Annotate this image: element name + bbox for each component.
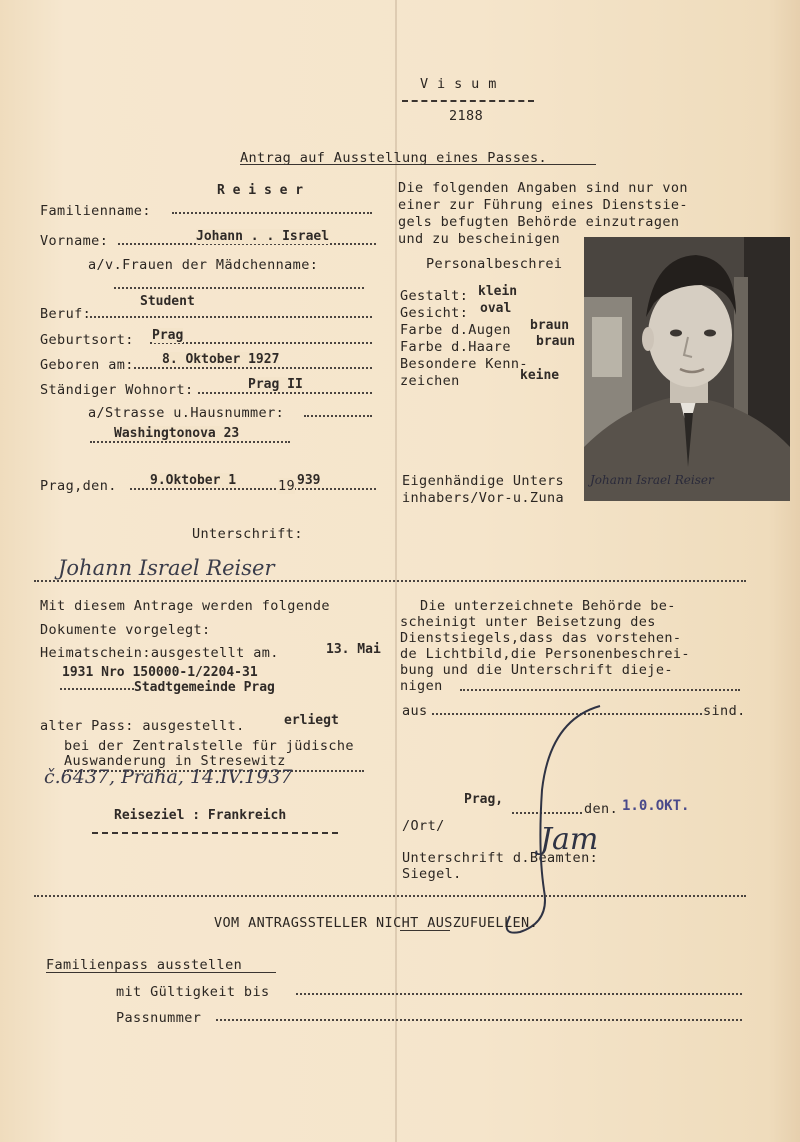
place-label: /Ort/ (402, 818, 445, 834)
birthdate-dots (134, 367, 372, 369)
build-label: Gestalt: (400, 288, 469, 304)
street-value: Washingtonova 23 (114, 426, 240, 441)
destination: Reiseziel : Frankreich (114, 808, 287, 823)
residence-value: Prag II (248, 377, 303, 392)
passport-number-dots (216, 1019, 742, 1021)
surname-label: Familienname: (40, 203, 151, 219)
marks-label-1: Besondere Kenn- (400, 356, 528, 372)
occupation-value: Student (140, 294, 195, 309)
place-date-dots (130, 488, 376, 490)
marks-value: keine (520, 368, 560, 383)
face-value: oval (480, 301, 512, 316)
official-signature: Jam (540, 822, 599, 857)
section-divider-dots (34, 895, 746, 897)
first-name-value: Johann . . Israel (196, 229, 330, 244)
issue-date-label: den. (584, 801, 619, 817)
passport-photo (584, 237, 790, 501)
validity-label: mit Gültigkeit bis (116, 984, 270, 1000)
place-date-value: 9.Oktober 1 (150, 473, 237, 488)
maiden-name-label: a/v.Frauen der Mädchenname: (88, 257, 319, 273)
issue-date-stamp: 1.0.OKT. (622, 798, 690, 814)
old-passport-label: alter Pass: ausgestellt. (40, 718, 245, 734)
old-passport-line-2: bei der Zentralstelle für jüdische (64, 738, 354, 754)
eye-color-label: Farbe d.Augen (400, 322, 511, 338)
note-line-2: einer zur Führung eines Dienstsie- (398, 197, 688, 213)
old-passport-value: erliegt (284, 713, 339, 728)
are-label: sind. (703, 703, 746, 719)
year-prefix: 19 (278, 478, 296, 494)
birthdate-label: Geboren am: (40, 357, 134, 373)
note-line-4: und zu bescheinigen (398, 231, 561, 247)
build-value: klein (478, 284, 518, 299)
authority-line-1: Die unterzeichnete Behörde be- (420, 598, 676, 614)
form-subtitle: Antrag auf Ausstellung eines Passes. (240, 150, 547, 166)
photo-signature: Johann Israel Reiser (590, 473, 714, 487)
family-passport-label: Familienpass ausstellen (46, 957, 243, 973)
documents-intro-2: Dokumente vorgelegt: (40, 622, 211, 638)
certificate-issuer: Stadtgemeinde Prag (134, 680, 275, 695)
surname-value: R e i s e r (217, 183, 304, 198)
validity-dots (296, 993, 742, 995)
certificate-date: 13. Mai (326, 642, 381, 657)
destination-rule (92, 832, 338, 834)
marks-label-2: zeichen (400, 373, 460, 389)
office-use-notice: VOM ANTRAGSSTELLER NICHT AUSZUFUELLEN. (214, 915, 539, 931)
form-title: V i s u m (420, 76, 497, 92)
holder-signature-label-1: Eigenhändige Unters (402, 473, 565, 489)
from-label: aus (402, 703, 428, 719)
title-rule (402, 100, 534, 102)
signature-label: Unterschrift: (192, 526, 303, 542)
birthplace-value: Prag (152, 328, 184, 343)
maiden-name-dots (114, 287, 364, 289)
occupation-dots (90, 316, 372, 318)
street-dots (304, 415, 372, 417)
authority-line-6: nigen (400, 678, 443, 694)
old-passport-line-3: Auswanderung in Stresewitz (64, 753, 286, 769)
authority-line-4: de Lichtbild,die Personenbeschrei- (400, 646, 690, 662)
holder-signature-label-2: inhabers/Vor-u.Zuna (402, 490, 565, 506)
authority-dots-1 (460, 689, 740, 691)
residence-label: Ständiger Wohnort: (40, 382, 194, 398)
certificate-label: Heimatschein:ausgestellt am. (40, 645, 279, 661)
note-line-1: Die folgenden Angaben sind nur von (398, 180, 688, 196)
place-date-label: Prag,den. (40, 478, 117, 494)
official-signature-label: Unterschrift d.Beamten: (402, 850, 599, 866)
documents-intro-1: Mit diesem Antrage werden folgende (40, 598, 330, 614)
application-number: 2188 (449, 108, 484, 124)
issue-place: Prag, (464, 792, 504, 807)
face-label: Gesicht: (400, 305, 469, 321)
paper-fold (395, 0, 397, 1142)
signature-dots (34, 580, 746, 582)
street-label: a/Strasse u.Hausnummer: (88, 405, 285, 421)
birthdate-value: 8. Oktober 1927 (162, 352, 280, 367)
photo-portrait (584, 237, 790, 501)
certificate-dots (60, 688, 134, 690)
seal-label: Siegel. (402, 866, 462, 882)
certificate-number: 1931 Nro 150000-1/2204-31 (62, 665, 258, 680)
authority-line-5: bung und die Unterschrift dieje- (400, 662, 673, 678)
note-line-3: gels befugten Behörde einzutragen (398, 214, 680, 230)
authority-line-3: Dienstsiegels,dass das vorstehen- (400, 630, 682, 646)
first-name-label: Vorname: (40, 233, 109, 249)
passport-number-label: Passnummer (116, 1010, 202, 1026)
family-passport-underline (46, 972, 276, 973)
applicant-signature: Johann Israel Reiser (58, 556, 275, 580)
residence-dots (198, 392, 372, 394)
notice-underline (400, 930, 450, 931)
official-signature-stroke (480, 700, 620, 940)
handwritten-reference: č.6437, Praha, 14.IV.1937 (44, 766, 293, 788)
occupation-label: Beruf: (40, 306, 92, 322)
year-value: 939 (297, 473, 321, 488)
surname-dots (172, 212, 372, 214)
birthplace-label: Geburtsort: (40, 332, 134, 348)
street-value-dots (90, 441, 290, 443)
subtitle-underline (240, 164, 596, 165)
hair-color-value: braun (536, 334, 576, 349)
authority-line-2: scheinigt unter Beisetzung des (400, 614, 656, 630)
hair-color-label: Farbe d.Haare (400, 339, 511, 355)
eye-color-value: braun (530, 318, 570, 333)
personal-description-label: Personalbeschrei (426, 256, 563, 272)
